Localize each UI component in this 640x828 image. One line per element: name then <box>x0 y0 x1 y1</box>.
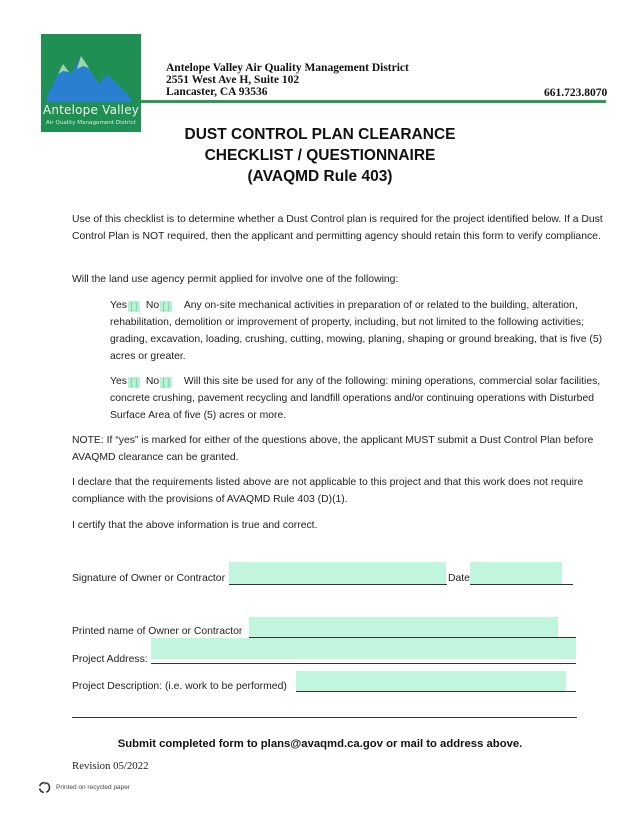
date-line <box>470 584 573 585</box>
recycle-icon <box>38 781 51 794</box>
revision-date: Revision 05/2022 <box>72 760 149 772</box>
declaration-paragraph: I declare that the requirements listed above are not applicable to this project and that this work does not require compliance with the provisions of AVAQMD Rule 403 (D)(1). <box>72 477 584 505</box>
q1-text: Any on-site mechanical activities in preparation of or related to the building, alteration, rehabilitation, demolition or improvement of property, including, but not limited to the following activities; grading, excavation, loading, crushing, cutting, mowing, planing, shaping or ground breaking, that is five (5) acres or greater. <box>110 300 603 362</box>
q1-no-label: No <box>145 300 160 311</box>
description-label: Project Description: (i.e. work to be performed) <box>72 681 287 692</box>
header-rule <box>141 100 606 103</box>
question-1 <box>110 297 605 365</box>
date-field[interactable] <box>470 562 562 584</box>
note-paragraph: NOTE: If “yes” is marked for either of the questions above, the applicant MUST submit a Dust Control Plan before AVAQMD clearance can be granted. <box>72 435 594 463</box>
question-lead: Will the land use agency permit applied for involve one of the following: <box>72 274 399 285</box>
address-field[interactable] <box>151 638 576 659</box>
q2-no-label: No <box>145 376 160 387</box>
org-name: Antelope Valley Air Quality Management District <box>166 62 409 74</box>
signature-field[interactable] <box>229 562 446 584</box>
title-line-1: DUST CONTROL PLAN CLEARANCE <box>184 126 456 143</box>
printed-name-label: Printed name of Owner or Contractor <box>72 626 243 637</box>
description-field[interactable] <box>296 671 566 691</box>
intro-paragraph: Use of this checklist is to determine whether a Dust Control plan is required for the project identified below. If a Dust Control Plan is NOT required, then the applicant and permitting agency should retain this form to verify compliance. <box>72 214 603 242</box>
q2-yes-checkbox[interactable]: [ ] <box>128 377 140 388</box>
printed-name-line <box>249 637 576 638</box>
logo-name-text: Antelope Valley <box>42 103 140 117</box>
signature-line <box>229 584 447 585</box>
title-line-3: (AVAQMD Rule 403) <box>247 168 393 185</box>
recycled-paper-note: Printed on recycled paper <box>56 784 131 791</box>
agency-logo <box>41 34 141 132</box>
org-phone: 661.723.8070 <box>544 87 608 99</box>
address-label: Project Address: <box>72 654 148 665</box>
org-city: Lancaster, CA 93536 <box>166 86 268 98</box>
q2-no-checkbox[interactable]: [ ] <box>160 377 172 388</box>
org-street: 2551 West Ave H, Suite 102 <box>166 74 300 86</box>
q1-no-checkbox[interactable]: [ ] <box>160 301 172 312</box>
q1-yes-label: Yes <box>110 300 127 311</box>
q2-text: Will this site be used for any of the following: mining operations, commercial solar facilities, concrete crushing, pavement recycling and landfill operations and/or continuing operations with Disturbed Surface Area of five (5) acres or more. <box>110 376 601 421</box>
title-line-2: CHECKLIST / QUESTIONNAIRE <box>204 147 436 164</box>
q2-yes-label: Yes <box>110 376 127 387</box>
date-label: Date <box>448 573 470 584</box>
q1-yes-checkbox[interactable]: [ ] <box>128 301 140 312</box>
signature-label: Signature of Owner or Contractor <box>72 573 226 584</box>
description-line-2[interactable] <box>72 717 577 718</box>
submit-instructions: Submit completed form to plans@avaqmd.ca.gov or mail to address above. <box>117 738 523 750</box>
certify-statement: I certify that the above information is true and correct. <box>72 520 318 531</box>
logo-subtitle-text: Air Quality Management District <box>46 120 136 126</box>
question-2 <box>110 373 605 424</box>
address-line <box>151 663 576 664</box>
logo-mountain-graphic <box>41 34 141 132</box>
description-line <box>296 691 576 692</box>
printed-name-field[interactable] <box>249 617 558 637</box>
